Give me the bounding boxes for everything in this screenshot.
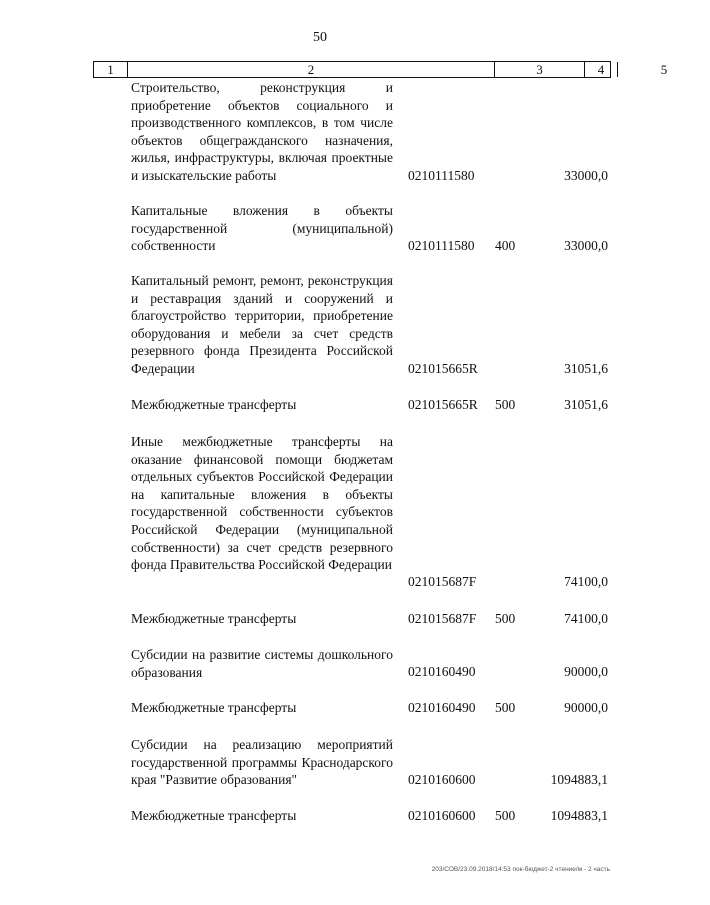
row-code: 0210160490 (408, 664, 476, 680)
row-kind: 500 (495, 808, 516, 824)
row-kind: 500 (495, 700, 516, 716)
header-col-5: 5 (660, 62, 668, 77)
row-description: Межбюджетные трансферты (131, 397, 297, 412)
row-description: Капитальные вложения в объекты государственной (муниципальной) собственности (131, 203, 393, 254)
row-code: 021015665R (408, 361, 478, 377)
row-code: 0210160600 (408, 808, 476, 824)
row-amount: 33000,0 (564, 168, 608, 184)
row-description: Межбюджетные трансферты (131, 808, 297, 823)
row-code: 021015687F (408, 611, 477, 627)
table-row (0, 272, 640, 378)
row-kind: 400 (495, 238, 516, 254)
row-description: Межбюджетные трансферты (131, 700, 297, 715)
header-col-2: 2 (128, 62, 495, 77)
row-kind: 500 (495, 611, 516, 627)
row-amount: 74100,0 (564, 574, 608, 590)
row-amount: 1094883,1 (550, 808, 608, 824)
header-col-1: 1 (94, 62, 128, 77)
row-amount: 31051,6 (564, 397, 608, 413)
header-col-3: 3 (495, 62, 585, 77)
row-code: 0210160490 (408, 700, 476, 716)
table-row (0, 646, 640, 681)
row-description: Межбюджетные трансферты (131, 611, 297, 626)
table-row (0, 699, 640, 717)
row-code: 0210111580 (408, 168, 475, 184)
table-row (0, 807, 640, 825)
row-amount: 90000,0 (564, 664, 608, 680)
table-row (0, 202, 640, 255)
row-amount: 90000,0 (564, 700, 608, 716)
table-row (0, 610, 640, 628)
row-description: Субсидии на реализацию мероприятий государственной программы Краснодарского края "Развитие образования" (131, 737, 393, 788)
row-code: 0210111580 (408, 238, 475, 254)
row-kind: 500 (495, 397, 516, 413)
footer-note: 203/СОВ/23.09.2018/14:53 пок-бюджет-2 чтение/м - 2 часть (431, 866, 610, 873)
table-row (0, 433, 640, 591)
row-amount: 74100,0 (564, 611, 608, 627)
row-amount: 33000,0 (564, 238, 608, 254)
row-description: Строительство, реконструкция и приобретение объектов социального и производственного комплексов, в том числе объектов общегражданского назначения, жилья, инфраструктуры, включая проектные и изыскательские работы (131, 80, 393, 183)
table-row (0, 396, 640, 414)
row-amount: 1094883,1 (550, 772, 608, 788)
row-code: 0210160600 (408, 772, 476, 788)
row-description: Субсидии на развитие системы дошкольного образования (131, 647, 393, 680)
row-description: Иные межбюджетные трансферты на оказание финансовой помощи бюджетам отдельных субъектов Российской Федерации на капитальные вложения в объекты государственной собственности субъектов Российской Федерации (муниципальной собственности) за счет средств резервного фонда Правительства Российской Федерации (131, 434, 393, 573)
row-description: Капитальный ремонт, ремонт, реконструкция и реставрация зданий и сооружений и благоустройство территории, приобретение оборудования и мебели за счет средств резервного фонда Президента Российской Федерации (131, 273, 393, 376)
header-col-4: 4 (585, 62, 618, 77)
row-code: 021015665R (408, 397, 478, 413)
row-amount: 31051,6 (564, 361, 608, 377)
page-number: 50 (313, 30, 327, 45)
table-header (93, 61, 668, 78)
table-row (0, 736, 640, 789)
row-code: 021015687F (408, 574, 477, 590)
table-row (0, 79, 640, 185)
